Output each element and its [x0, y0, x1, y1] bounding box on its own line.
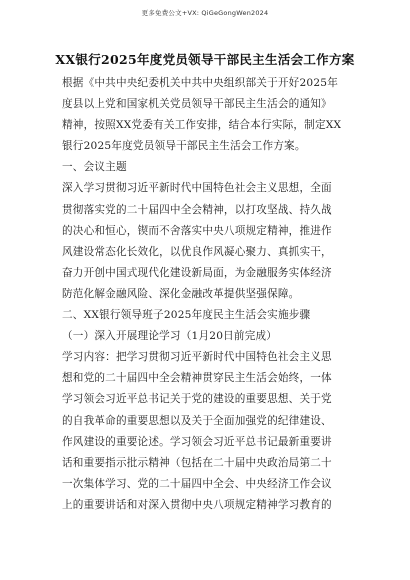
body-line: 贯彻落实党的二十届四中全会精神，以打攻坚战、持久战	[62, 203, 332, 216]
body-line: 一次集体学习、党的二十届四中全会、中央经济工作会议	[62, 477, 332, 490]
body-line: 银行2025年度党员领导干部民主生活会工作方案。	[62, 140, 306, 153]
body-line: 上的重要讲话和对深入贯彻中央八项规定精神学习教育的	[62, 498, 332, 511]
page-header-note: 更多免费公文+VX: QiGeGongWen2024	[141, 9, 269, 17]
body-line: 学习内容：把学习贯彻习近平新时代中国特色社会主义思	[62, 351, 332, 364]
body-line: 风建设常态化长效化，以优良作风凝心聚力、真抓实干，	[62, 245, 332, 258]
subsection-heading-1: （一）深入开展理论学习（1月20日前完成）	[62, 330, 278, 343]
document-body	[62, 73, 352, 516]
section-heading-1: 一、会议主题	[62, 161, 127, 174]
body-line: 学习领会习近平总书记关于党的建设的重要思想、关于党	[62, 393, 332, 406]
body-line: 深入学习贯彻习近平新时代中国特色社会主义思想，全面	[62, 182, 332, 195]
document-title: XX银行2025年度党员领导干部民主生活会工作方案	[55, 52, 355, 67]
body-line: 度县以上党和国家机关党员领导干部民主生活会的通知》	[62, 98, 332, 111]
body-line: 防范化解金融风险、深化金融改革提供坚强保障。	[62, 287, 300, 300]
body-line: 根据《中共中央纪委机关中共中央组织部关于开好2025年	[62, 77, 339, 89]
body-line: 话和重要指示批示精神（包括在二十届中央政治局第二十	[62, 456, 332, 469]
body-line: 的决心和恒心，锲而不舍落实中央八项规定精神，推进作	[62, 224, 332, 237]
body-line: 作风建设的重要论述。学习领会习近平总书记最新重要讲	[62, 435, 332, 448]
body-line: 想和党的二十届四中全会精神贯穿民主生活会始终，一体	[62, 372, 332, 385]
section-heading-2: 二、XX银行领导班子2025年度民主生活会实施步骤	[62, 309, 311, 322]
body-line: 的自我革命的重要思想以及关于全面加强党的纪律建设、	[62, 414, 332, 427]
body-line: 奋力开创中国式现代化建设新局面，为金融服务实体经济	[62, 266, 332, 279]
body-line: 精神，按照XX党委有关工作安排，结合本行实际，制定XX	[62, 119, 342, 132]
